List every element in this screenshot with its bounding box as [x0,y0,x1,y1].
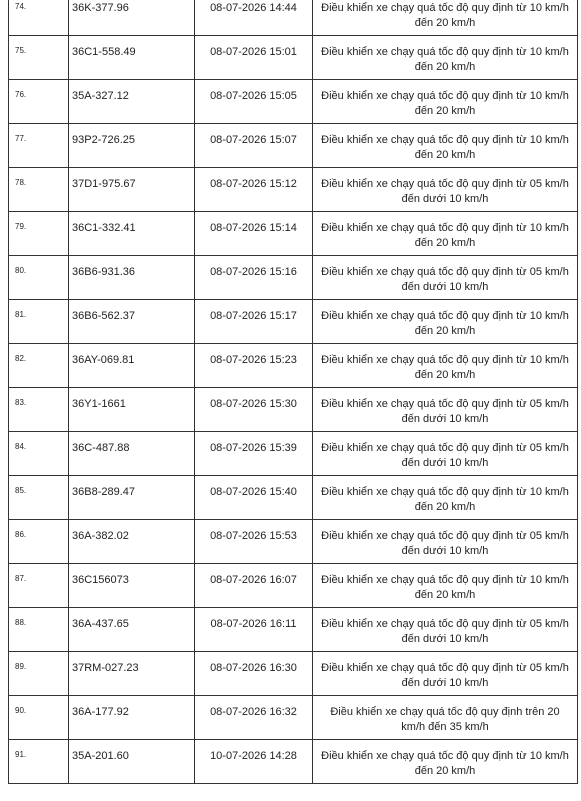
row-number: 88. [9,608,69,652]
table-row [9,0,578,36]
violation-description: Điều khiển xe chạy quá tốc độ quy định từ 05 km/h đến dưới 10 km/h [313,256,578,300]
row-number: 83. [9,388,69,432]
table-row [9,212,578,256]
row-number: 87. [9,564,69,608]
violation-description: Điều khiển xe chạy quá tốc độ quy định từ 10 km/h đến 20 km/h [313,344,578,388]
table-row [9,608,578,652]
violation-description: Điều khiển xe chạy quá tốc độ quy định từ 10 km/h đến 20 km/h [313,0,578,36]
row-number: 76. [9,80,69,124]
row-number: 91. [9,740,69,784]
violation-time: 08-07-2026 16:32 [195,696,313,740]
violation-description: Điều khiển xe chạy quá tốc độ quy định từ 05 km/h đến dưới 10 km/h [313,608,578,652]
violation-description: Điều khiển xe chạy quá tốc độ quy định từ 10 km/h đến 20 km/h [313,36,578,80]
table-row [9,256,578,300]
violation-description: Điều khiển xe chạy quá tốc độ quy định từ 10 km/h đến 20 km/h [313,124,578,168]
license-plate: 37RM-027.23 [69,652,195,696]
table-row [9,564,578,608]
violation-time: 08-07-2026 15:12 [195,168,313,212]
violation-time: 08-07-2026 15:53 [195,520,313,564]
row-number: 80. [9,256,69,300]
license-plate: 36C-487.88 [69,432,195,476]
license-plate: 36AY-069.81 [69,344,195,388]
violation-time: 08-07-2026 16:30 [195,652,313,696]
table-row [9,652,578,696]
license-plate: 37D1-975.67 [69,168,195,212]
row-number: 78. [9,168,69,212]
table-row [9,740,578,784]
license-plate: 36C1-558.49 [69,36,195,80]
license-plate: 36B6-562.37 [69,300,195,344]
violation-time: 08-07-2026 15:14 [195,212,313,256]
license-plate: 36Y1-1661 [69,388,195,432]
row-number: 84. [9,432,69,476]
violation-description: Điều khiển xe chạy quá tốc độ quy định từ 05 km/h đến dưới 10 km/h [313,388,578,432]
license-plate: 36A-382.02 [69,520,195,564]
row-number: 85. [9,476,69,520]
violation-description: Điều khiển xe chạy quá tốc độ quy định từ 05 km/h đến dưới 10 km/h [313,652,578,696]
violation-description: Điều khiển xe chạy quá tốc độ quy định từ 10 km/h đến 20 km/h [313,564,578,608]
table-row [9,300,578,344]
license-plate: 36A-437.65 [69,608,195,652]
row-number: 77. [9,124,69,168]
violation-time: 08-07-2026 16:07 [195,564,313,608]
row-number: 75. [9,36,69,80]
violation-description: Điều khiển xe chạy quá tốc độ quy định từ 05 km/h đến dưới 10 km/h [313,432,578,476]
table-row [9,520,578,564]
license-plate: 36C156073 [69,564,195,608]
violation-time: 08-07-2026 15:01 [195,36,313,80]
violation-time: 08-07-2026 15:17 [195,300,313,344]
license-plate: 36B8-289.47 [69,476,195,520]
violation-description: Điều khiển xe chạy quá tốc độ quy định từ 05 km/h đến dưới 10 km/h [313,520,578,564]
license-plate: 93P2-726.25 [69,124,195,168]
violation-time: 10-07-2026 14:28 [195,740,313,784]
violation-time: 08-07-2026 15:40 [195,476,313,520]
license-plate: 35A-201.60 [69,740,195,784]
table-row [9,388,578,432]
violation-time: 08-07-2026 14:44 [195,0,313,36]
violation-time: 08-07-2026 16:11 [195,608,313,652]
violation-time: 08-07-2026 15:39 [195,432,313,476]
row-number: 74. [9,0,69,36]
violation-time: 08-07-2026 15:30 [195,388,313,432]
license-plate: 36C1-332.41 [69,212,195,256]
violation-time: 08-07-2026 15:16 [195,256,313,300]
table-row [9,344,578,388]
license-plate: 35A-327.12 [69,80,195,124]
violation-description: Điều khiển xe chạy quá tốc độ quy định từ 10 km/h đến 20 km/h [313,476,578,520]
violation-time: 08-07-2026 15:23 [195,344,313,388]
violation-description: Điều khiển xe chạy quá tốc độ quy định trên 20 km/h đến 35 km/h [313,696,578,740]
table-row [9,168,578,212]
table-row [9,124,578,168]
table-row [9,476,578,520]
row-number: 81. [9,300,69,344]
row-number: 79. [9,212,69,256]
row-number: 82. [9,344,69,388]
violation-description: Điều khiển xe chạy quá tốc độ quy định từ 05 km/h đến dưới 10 km/h [313,168,578,212]
violation-time: 08-07-2026 15:05 [195,80,313,124]
row-number: 89. [9,652,69,696]
violations-table-body [9,0,578,784]
violation-description: Điều khiển xe chạy quá tốc độ quy định từ 10 km/h đến 20 km/h [313,300,578,344]
license-plate: 36K-377.96 [69,0,195,36]
table-row [9,80,578,124]
table-row [9,696,578,740]
violation-description: Điều khiển xe chạy quá tốc độ quy định từ 10 km/h đến 20 km/h [313,740,578,784]
violation-description: Điều khiển xe chạy quá tốc độ quy định từ 10 km/h đến 20 km/h [313,80,578,124]
table-row [9,432,578,476]
license-plate: 36A-177.92 [69,696,195,740]
table-row [9,36,578,80]
violation-time: 08-07-2026 15:07 [195,124,313,168]
violations-table [8,0,578,784]
license-plate: 36B6-931.36 [69,256,195,300]
violation-description: Điều khiển xe chạy quá tốc độ quy định từ 10 km/h đến 20 km/h [313,212,578,256]
row-number: 86. [9,520,69,564]
row-number: 90. [9,696,69,740]
